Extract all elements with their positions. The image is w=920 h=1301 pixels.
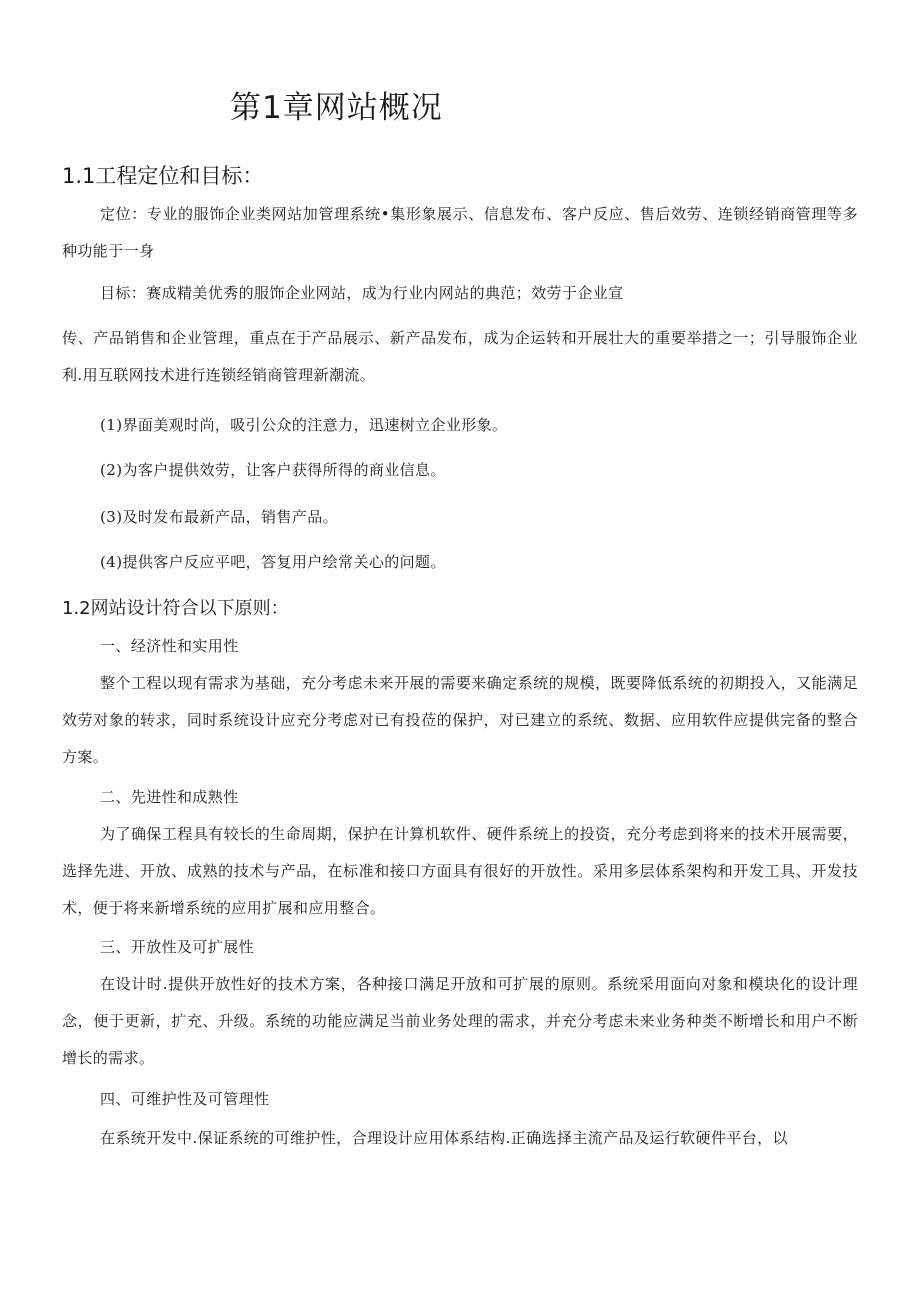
section-heading-1-1: 1.1工程定位和目标：	[62, 164, 264, 188]
principle-body: 整个工程以现有需求为基础，充分考虑未来开展的需要来确定系统的规模，既要降低系统的初期投入，又能满足效劳对象的转求，同时系统设计应充分考虑对已有投莅的保护，对已建立的系统、数据、应用软件应提供完备的整合方案。	[62, 674, 858, 766]
list-item: (3)及时发布最新产品，销售产品。	[100, 508, 339, 526]
list-item: (2)为客户提供效劳，让客户获得所得的商业信息。	[100, 461, 446, 479]
chapter-title: 第1章网站概况	[230, 90, 443, 126]
goal-continued-paragraph: 传、产品销售和企业管理，重点在于产品展示、新产品发布，成为企运转和开展壮大的重要举措之一；引导服饰企业利.用互联网技术进行连锁经销商管理新潮流。	[62, 329, 858, 384]
principle-body: 在设计时.提供开放性好的技术方案，各种接口满足开放和可扩展的原则。系统采用面向对象和模块化的设计理念，便于更新，扩充、升级。系统的功能应满足当前业务处理的需求，并充分考虑未来业务种类不断增长和用户不断增长的需求。	[62, 975, 858, 1067]
principle-body: 在系统开发中.保证系统的可维护性，合理设计应用体系结构.正确选择主流产品及运行软硬件平台，以	[100, 1129, 788, 1147]
principle-title: 四、可维护性及可管理性	[100, 1090, 270, 1108]
principle-title: 二、先进性和成熟性	[100, 788, 239, 806]
section-heading-1-2: 1.2网站设计符合以下原则：	[62, 598, 289, 619]
list-item: (1)界面美观时尚，吸引公众的注意力，迅速树立企业形象。	[100, 416, 508, 434]
positioning-paragraph: 定位：专业的服饰企业类网站加管理系统•集形象展示、信息发布、客户反应、售后效劳、连锁经销商管理等多种功能于一身	[62, 205, 858, 260]
goal-line: 目标：赛成精美优秀的服饰企业网站，成为行业内网站的典范；效劳于企业宣	[100, 284, 624, 302]
principle-title: 一、经济性和实用性	[100, 637, 239, 655]
list-item: (4)提供客户反应平吧，答复用户绘常关心的问题。	[100, 553, 446, 571]
principle-body: 为了确保工程具有较长的生命周期，保护在计算机软件、硬件系统上的投资，充分考虑到将来的技术开展需要，选择先进、开放、成熟的技术与产品，在标准和接口方面具有很好的开放性。采用多层体系架构和开发工具、开发技术，便于将来新增系统的应用扩展和应用整合。	[62, 825, 858, 917]
principle-title: 三、开放性及可扩展性	[100, 938, 255, 956]
